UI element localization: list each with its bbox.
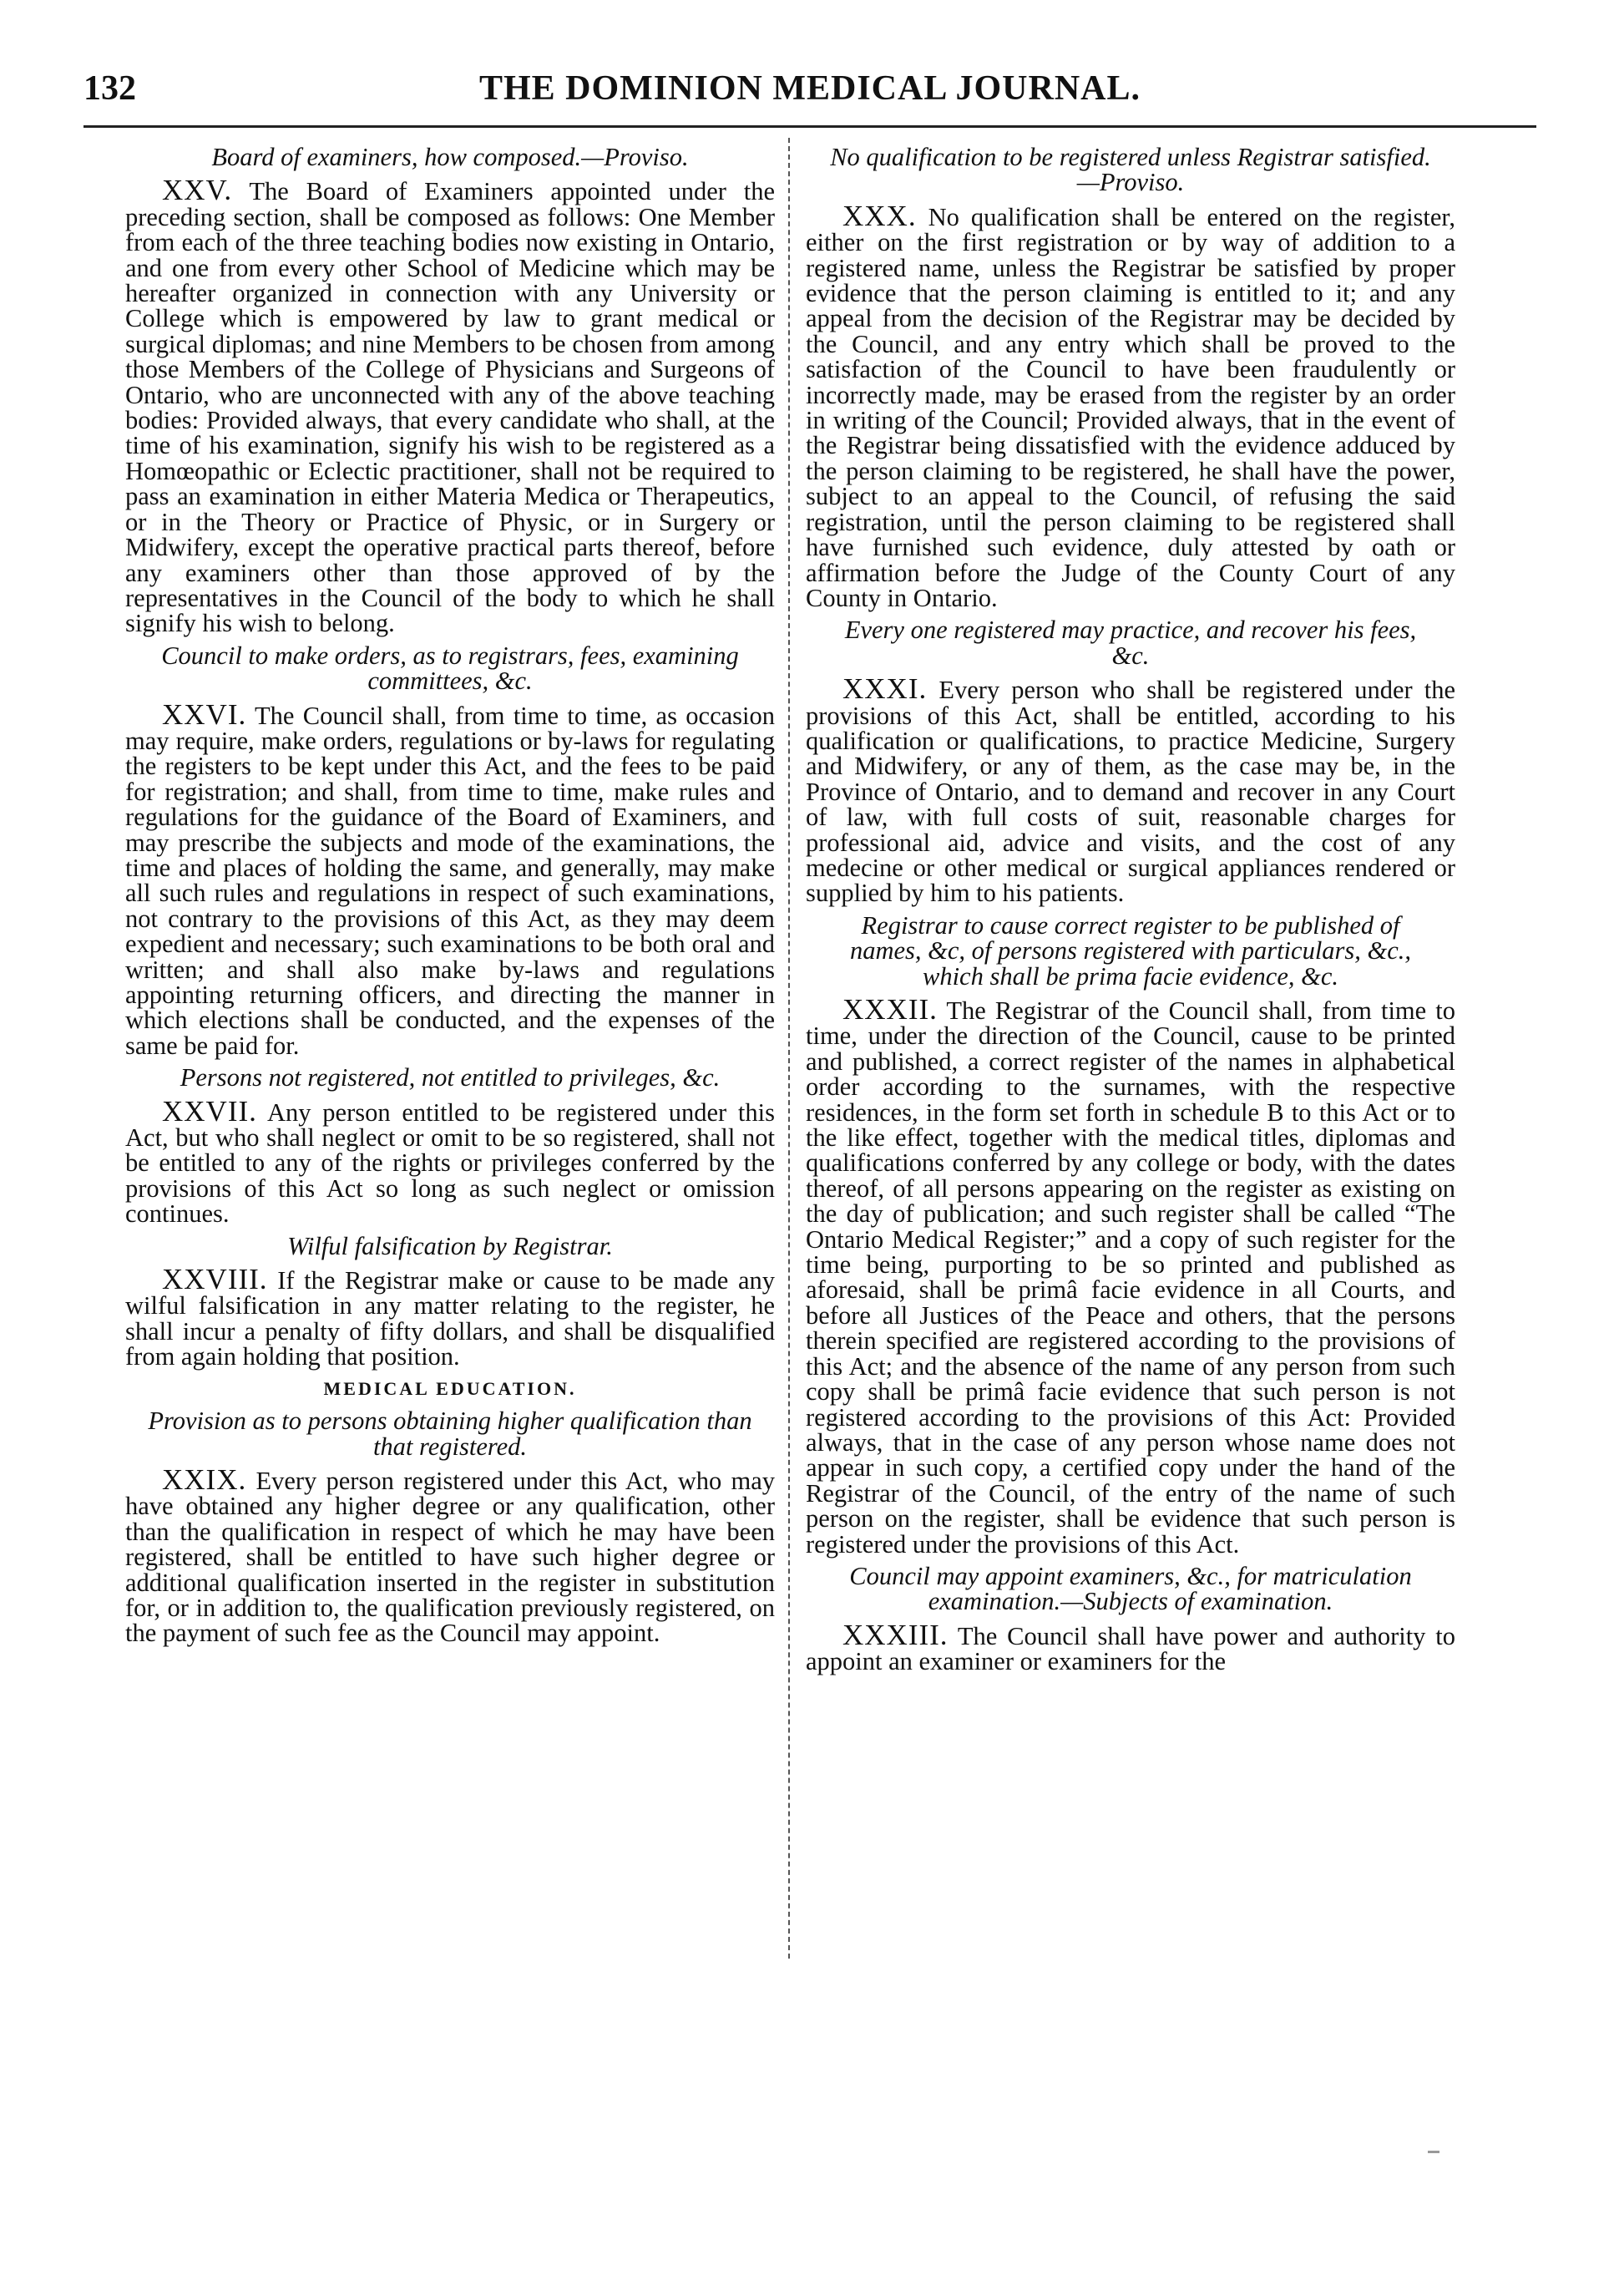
section-33-text: The Council shall have power and authority to appoint an examiner or examiners for the — [806, 1621, 1455, 1676]
section-27-text: Any person entitled to be registered under this Act, but who shall neglect or omit to be so registered, shall not be entitled to any of the rights or privileges conferred by the provisions of this Act so long as such neglect or omission continues. — [125, 1097, 775, 1229]
section-30 — [806, 199, 1455, 612]
print-smudge — [1428, 2151, 1439, 2153]
section-32-heading: Registrar to cause correct register to be published of names, &c, of persons registered with particulars, &c., which shall be prima facie evidence, &c. — [849, 910, 1412, 991]
section-29 — [125, 1462, 775, 1648]
journal-title: THE DOMINION MEDICAL JOURNAL. — [478, 69, 1141, 108]
section-29-text: Every person registered under this Act, who may have obtained any higher degree or any qualification, other than the qualification in respect of which he may have been registered, shall be entitled to have such higher degree or additional qualification inserted in the register in substitution for, or in addition to, the qualification previously registered, on the payment of such fee as the Council may appoint. — [125, 1466, 775, 1648]
section-29-number: XXIX. — [162, 1462, 247, 1496]
medical-education-subheading: MEDICAL EDUCATION. — [323, 1377, 577, 1399]
section-28 — [125, 1263, 775, 1371]
section-30-number: XXX. — [842, 199, 917, 232]
right-column — [806, 138, 1455, 1681]
section-28-heading: Wilful falsification by Registrar. — [287, 1231, 613, 1260]
section-32-number: XXXII. — [842, 993, 938, 1026]
section-33 — [806, 1618, 1455, 1676]
section-31-text: Every person who shall be registered under the provisions of this Act, shall be entitled, according to his qualification or qualifications, to practice Medicine, Surgery and Midwifery, or any of them, as the case may be, in the Province of Ontario, and to demand and recover in any Court of law, with full costs of suit, reasonable charges for professional aid, advice and visits, and the cost of any medecine or other medical or surgical appliances rendered or supplied by him to his patients. — [806, 676, 1455, 908]
header-rule — [83, 125, 1536, 128]
section-32-text: The Registrar of the Council shall, from time to time, under the direction of the Council, cause to be printed and published, a correct register of the names in alphabetical order according to the surnames, with the respective residences, in the form set forth in schedule B to this Act or to the like effect, together with the medical titles, diplomas and qualifications conferred by any college or body, with the dates thereof, of all persons appearing on the register as existing on the day of publication; and such register shall be called “The Ontario Medical Register;” and a copy of such register for the time being, purporting to be so printed and published as aforesaid, shall be primâ facie evidence in all Courts, and before all Justices of the Peace and others, that the persons therein specified are registered according to the provisions of this Act; and the absence of the name of any person from such copy shall be primâ facie evidence that such person is not registered according to the provisions of this Act: Provided always, that in the case of any person whose name does not appear in such copy, a certified copy under the hand of the Registrar of the Council, of the entry of the name of such person on the register, shall be evidence that such person is registered under the provisions of this Act. — [806, 996, 1455, 1559]
section-26 — [125, 697, 775, 1060]
section-31 — [806, 672, 1455, 908]
section-33-number: XXXIII. — [842, 1618, 949, 1651]
section-25-number: XXV. — [162, 174, 233, 207]
section-26-heading: Council to make orders, as to registrars, fees, examining committees, &c. — [161, 641, 739, 696]
section-27 — [125, 1094, 775, 1229]
page-number: 132 — [83, 69, 136, 108]
section-25 — [125, 174, 775, 638]
section-31-number: XXXI. — [842, 672, 928, 706]
section-25-text: The Board of Examiners appointed under the preceding section, shall be composed as follows: One Member from each of the three teaching bodies now existing in Ontario, and one from every other School of Medicine which may be hereafter organized in connection with any University or College which is empowered by law to grant medical or surgical diplomas; and nine Members to be chosen from among those Members of the College of Physicians and Surgeons of Ontario, who are unconnected with any of the above teaching bodies: Provided always, that every candidate who shall, at the time of his examination, signify his wish to be registered as a Homœopathic or Eclectic practitioner, shall not be required to pass an examination in either Materia Medica or Therapeutics, or in the Theory or Practice of Physic, or in Surgery or Midwifery, except the operative practical parts thereof, before any examiners other than those approved of by the representatives in the Council of the body to which he shall signify his wish to belong. — [125, 177, 775, 638]
section-26-text: The Council shall, from time to time, as occasion may require, make orders, regulations or by-laws for regulating the registers to be kept under this Act, and the fees to be paid for registration; and shall, from time to time, make rules and regulations for the guidance of the Board of Examiners, and may prescribe the subjects and mode of the examinations, the time and places of holding the same, and generally, may make all such rules and regulations in respect of such examinations, not contrary to the provisions of this Act, as they may deem expedient and necessary; such examinations to be both oral and written; and shall also make by-laws and regulations appointing returning officers, and directing the manner in which elections shall be conducted, and the expenses of the same be paid for. — [125, 701, 775, 1060]
section-25-heading: Board of examiners, how composed.—Proviso. — [211, 143, 689, 171]
section-32 — [806, 993, 1455, 1559]
section-33-heading: Council may appoint examiners, &c., for matriculation examination.—Subjects of examination. — [849, 1561, 1412, 1616]
page-header — [83, 68, 1536, 119]
section-30-heading: No qualification to be registered unless Registrar satisfied.—Proviso. — [830, 143, 1431, 197]
section-31-heading: Every one registered may practice, and recover his fees, &c. — [844, 616, 1417, 670]
section-29-heading: Provision as to persons obtaining higher qualification than that registered. — [148, 1406, 752, 1461]
section-28-text: If the Registrar make or cause to be made any wilful falsification in any matter relating to the register, he shall incur a penalty of fifty dollars, and shall be disqualified from again holding that position. — [125, 1266, 775, 1371]
section-27-heading: Persons not registered, not entitled to privileges, &c. — [180, 1063, 721, 1092]
section-30-text: No qualification shall be entered on the register, either on the first registration or by way of addition to a registered name, unless the Registrar be satisfied by proper evidence that the person claiming is entitled to it; and any appeal from the decision of the Registrar may be decided by the Council, and any entry which shall be proved to the satisfaction of the Council to have been fraudulently or incorrectly made, may be erased from the register by an order in writing of the Council; Provided always, that in the event of the Registrar being dissatisfied with the evidence adduced by the person claiming to be registered, he shall have the power, subject to an appeal to the Council, of refusing the said registration, until the person claiming to be registered shall have furnished such evidence, duly attested by oath or affirmation before the Judge of the County Court of any County in Ontario. — [806, 202, 1455, 612]
column-divider — [788, 138, 790, 1959]
section-26-number: XXVI. — [162, 697, 247, 731]
section-27-number: XXVII. — [162, 1094, 257, 1128]
section-28-number: XXVIII. — [162, 1263, 268, 1296]
left-column — [125, 138, 775, 1653]
